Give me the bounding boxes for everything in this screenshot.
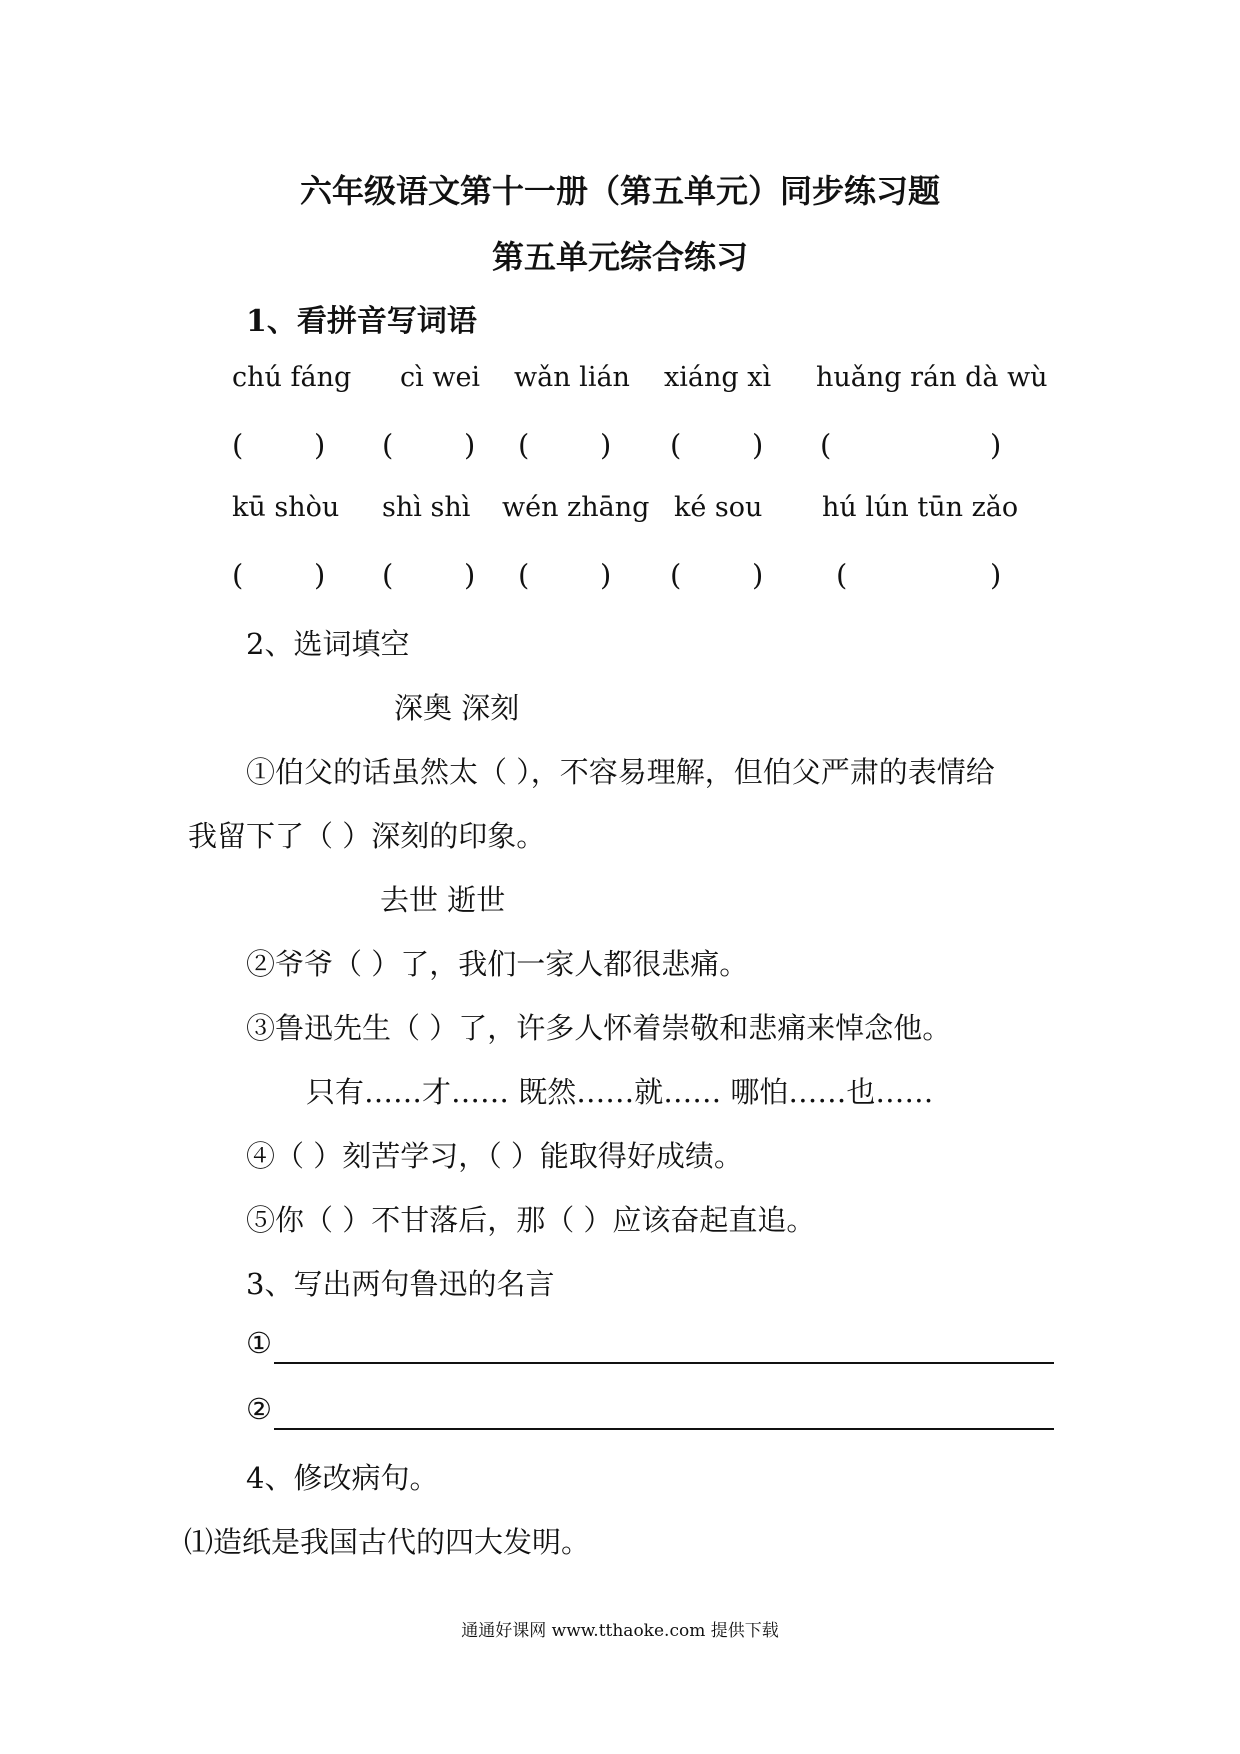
pinyin-1: chú fáng (232, 362, 352, 393)
q1-heading: 1、看拼音写词语 (246, 304, 477, 339)
q2-item-1-line-2: 我留下了（ ）深刻的印象。 (188, 819, 546, 853)
q3-mark-1: ① (246, 1326, 272, 1360)
blank-close: ) (464, 558, 476, 592)
answer-line-2 (274, 1428, 1054, 1430)
q4-item-1: ⑴造纸是我国古代的四大发明。 (184, 1525, 591, 1559)
page-title: 六年级语文第十一册（第五单元）同步练习题 (299, 172, 940, 210)
blank-open: ( (382, 558, 394, 592)
q2-item-5: ⑤你（ ）不甘落后，那（ ）应该奋起直追。 (246, 1203, 816, 1237)
q2-item-2: ②爷爷（ ）了，我们一家人都很悲痛。 (246, 947, 749, 981)
pinyin-5: huǎng rán dà wù (816, 362, 1048, 393)
answer-line-1 (274, 1362, 1054, 1364)
blank-open: ( (670, 428, 682, 462)
q3-mark-2: ② (246, 1392, 272, 1426)
word-choices-3: 只有……才…… 既然……就…… 哪怕……也…… (306, 1075, 934, 1109)
q2-heading: 2、选词填空 (246, 627, 410, 661)
pinyin-10: hú lún tūn zǎo (822, 492, 1019, 523)
pinyin-4: xiáng xì (664, 362, 772, 393)
word-choices-2: 去世 逝世 (380, 883, 506, 917)
blank-close: ) (990, 428, 1002, 462)
pinyin-3: wǎn lián (514, 362, 630, 393)
blank-close: ) (752, 428, 764, 462)
pinyin-2: cì wei (400, 362, 481, 393)
blank-open: ( (382, 428, 394, 462)
q3-heading: 3、写出两句鲁迅的名言 (246, 1267, 555, 1301)
q2-item-1-line-1: ①伯父的话虽然太（ ），不容易理解，但伯父严肃的表情给 (246, 755, 995, 789)
q2-item-4: ④（ ）刻苦学习，（ ）能取得好成绩。 (246, 1139, 743, 1173)
q2-item-3: ③鲁迅先生（ ）了，许多人怀着崇敬和悲痛来悼念他。 (246, 1011, 952, 1045)
blank-open: ( (232, 428, 244, 462)
blank-open: ( (232, 558, 244, 592)
q4-heading: 4、修改病句。 (246, 1461, 439, 1495)
blank-close: ) (314, 558, 326, 592)
word-choices-1: 深奥 深刻 (394, 691, 520, 725)
blank-close: ) (752, 558, 764, 592)
pinyin-7: shì shì (382, 492, 471, 523)
blank-open: ( (820, 428, 832, 462)
blank-close: ) (464, 428, 476, 462)
blank-close: ) (990, 558, 1002, 592)
blank-close: ) (314, 428, 326, 462)
footer-text: 通通好课网 www.tthaoke.com 提供下载 (461, 1621, 779, 1641)
pinyin-9: ké sou (674, 492, 763, 523)
page-subtitle: 第五单元综合练习 (491, 238, 748, 276)
blank-open: ( (670, 558, 682, 592)
blank-close: ) (600, 428, 612, 462)
pinyin-6: kū shòu (232, 492, 340, 523)
blank-open: ( (836, 558, 848, 592)
pinyin-8: wén zhāng (502, 492, 650, 523)
blank-close: ) (600, 558, 612, 592)
blank-open: ( (518, 428, 530, 462)
blank-open: ( (518, 558, 530, 592)
